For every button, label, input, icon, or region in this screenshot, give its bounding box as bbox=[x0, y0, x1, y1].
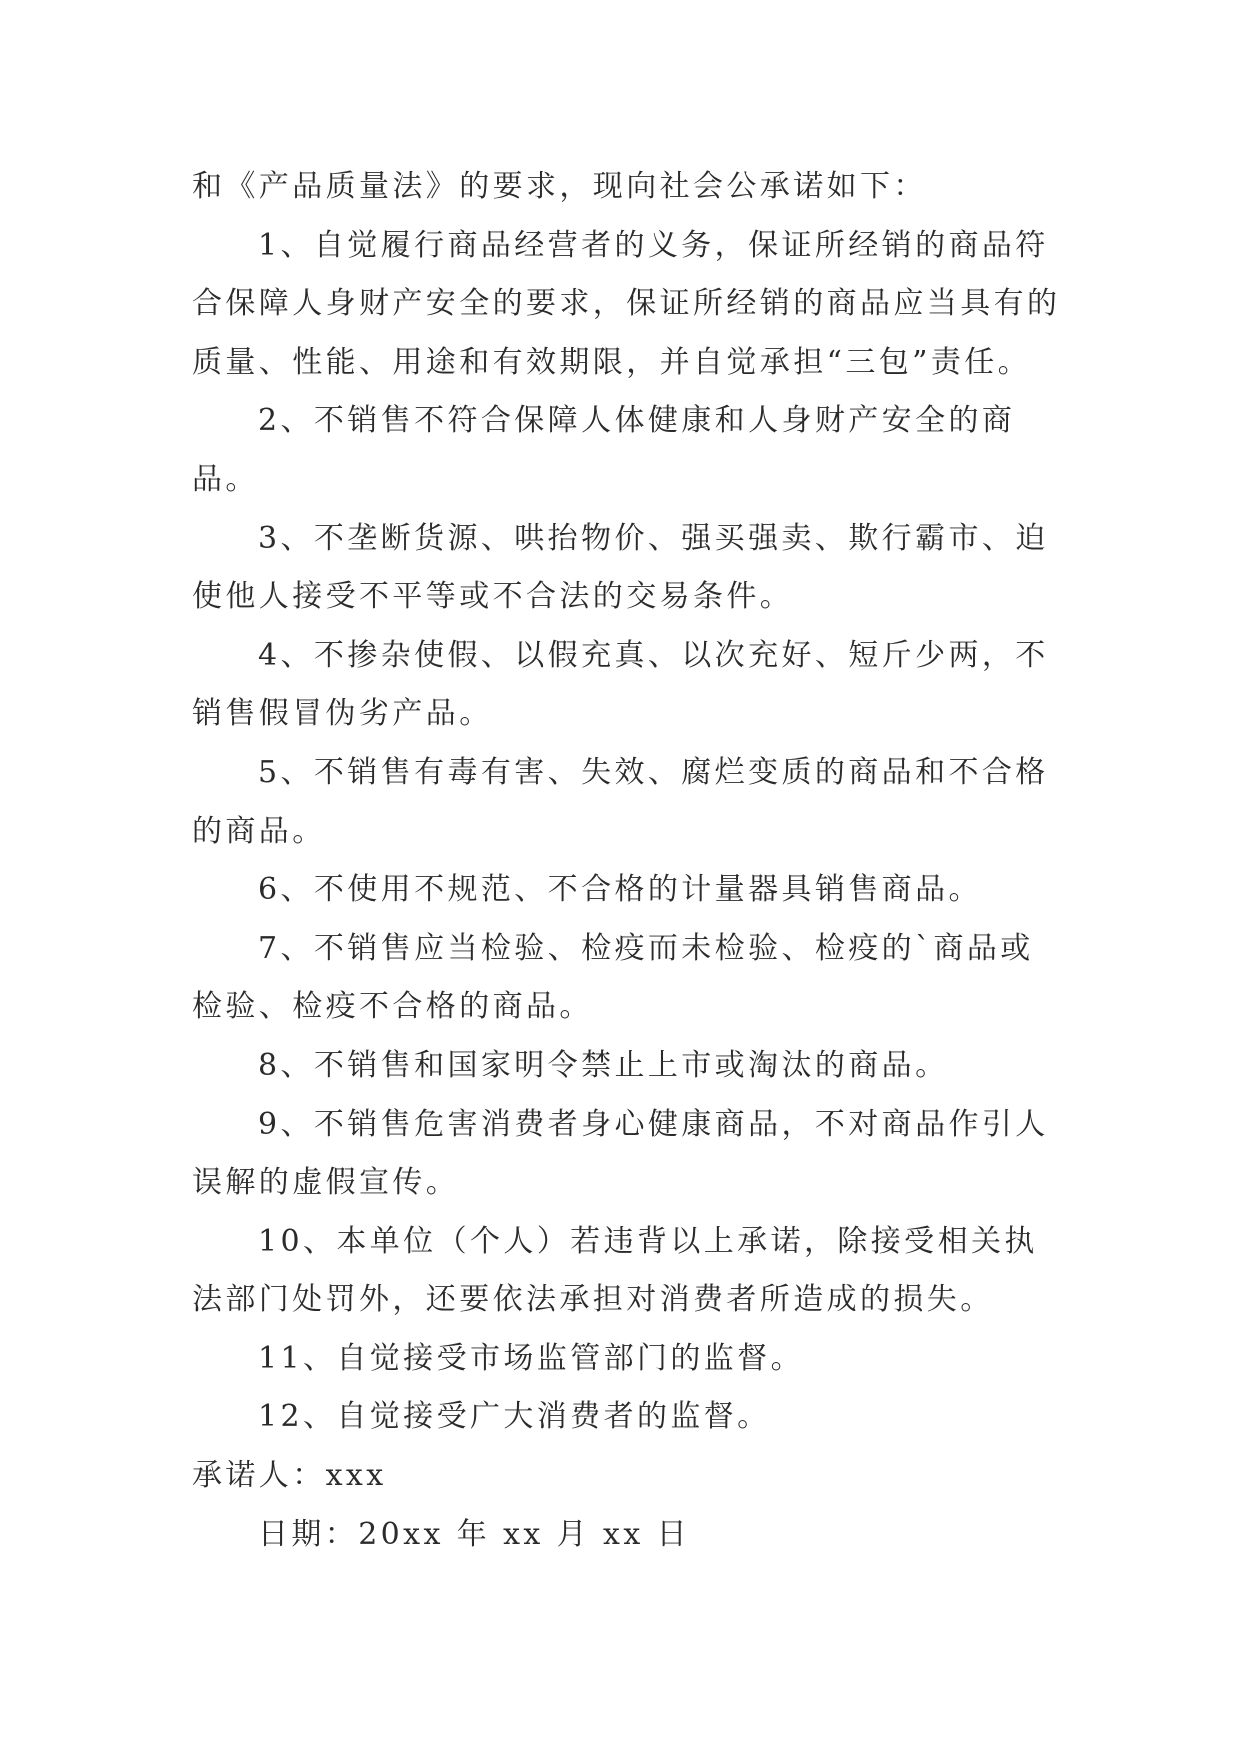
document-body bbox=[192, 158, 1062, 1564]
commitment-item-11: 11、自觉接受市场监管部门的监督。 bbox=[258, 1340, 804, 1376]
commitment-item-12: 12、自觉接受广大消费者的监督。 bbox=[258, 1399, 771, 1435]
commitment-item-5: 5、不销售有毒有害、失效、腐烂变质的商品和不合格的商品。 bbox=[192, 754, 1049, 849]
intro-paragraph: 和《产品质量法》的要求，现向社会公承诺如下： bbox=[192, 169, 927, 204]
signer-line: 承诺人：xxx bbox=[192, 1458, 387, 1494]
commitment-item-10: 10、本单位（个人）若违背以上承诺，除接受相关执法部门处罚外，还要依法承担对消费者所造成的损失。 bbox=[192, 1223, 1038, 1318]
date-line: 日期：20xx 年 xx 月 xx 日 bbox=[258, 1516, 690, 1552]
commitment-item-9: 9、不销售危害消费者身心健康商品，不对商品作引人误解的虚假宣传。 bbox=[192, 1106, 1049, 1201]
commitment-item-1: 1、自觉履行商品经营者的义务，保证所经销的商品符合保障人身财产安全的要求，保证所经销的商品应当具有的质量、性能、用途和有效期限，并自觉承担“三包”责任。 bbox=[192, 227, 1061, 380]
commitment-item-7: 7、不销售应当检验、检疫而未检验、检疫的`商品或检验、检疫不合格的商品。 bbox=[192, 930, 1034, 1025]
commitment-item-8: 8、不销售和国家明令禁止上市或淘汰的商品。 bbox=[258, 1047, 949, 1083]
commitment-item-3: 3、不垄断货源、哄抬物价、强买强卖、欺行霸市、迫使他人接受不平等或不合法的交易条件。 bbox=[192, 520, 1049, 615]
commitment-item-4: 4、不掺杂使假、以假充真、以次充好、短斤少两，不销售假冒伪劣产品。 bbox=[192, 637, 1049, 732]
commitment-item-6: 6、不使用不规范、不合格的计量器具销售商品。 bbox=[258, 872, 982, 908]
commitment-item-2: 2、不销售不符合保障人体健康和人身财产安全的商品。 bbox=[192, 403, 1016, 497]
